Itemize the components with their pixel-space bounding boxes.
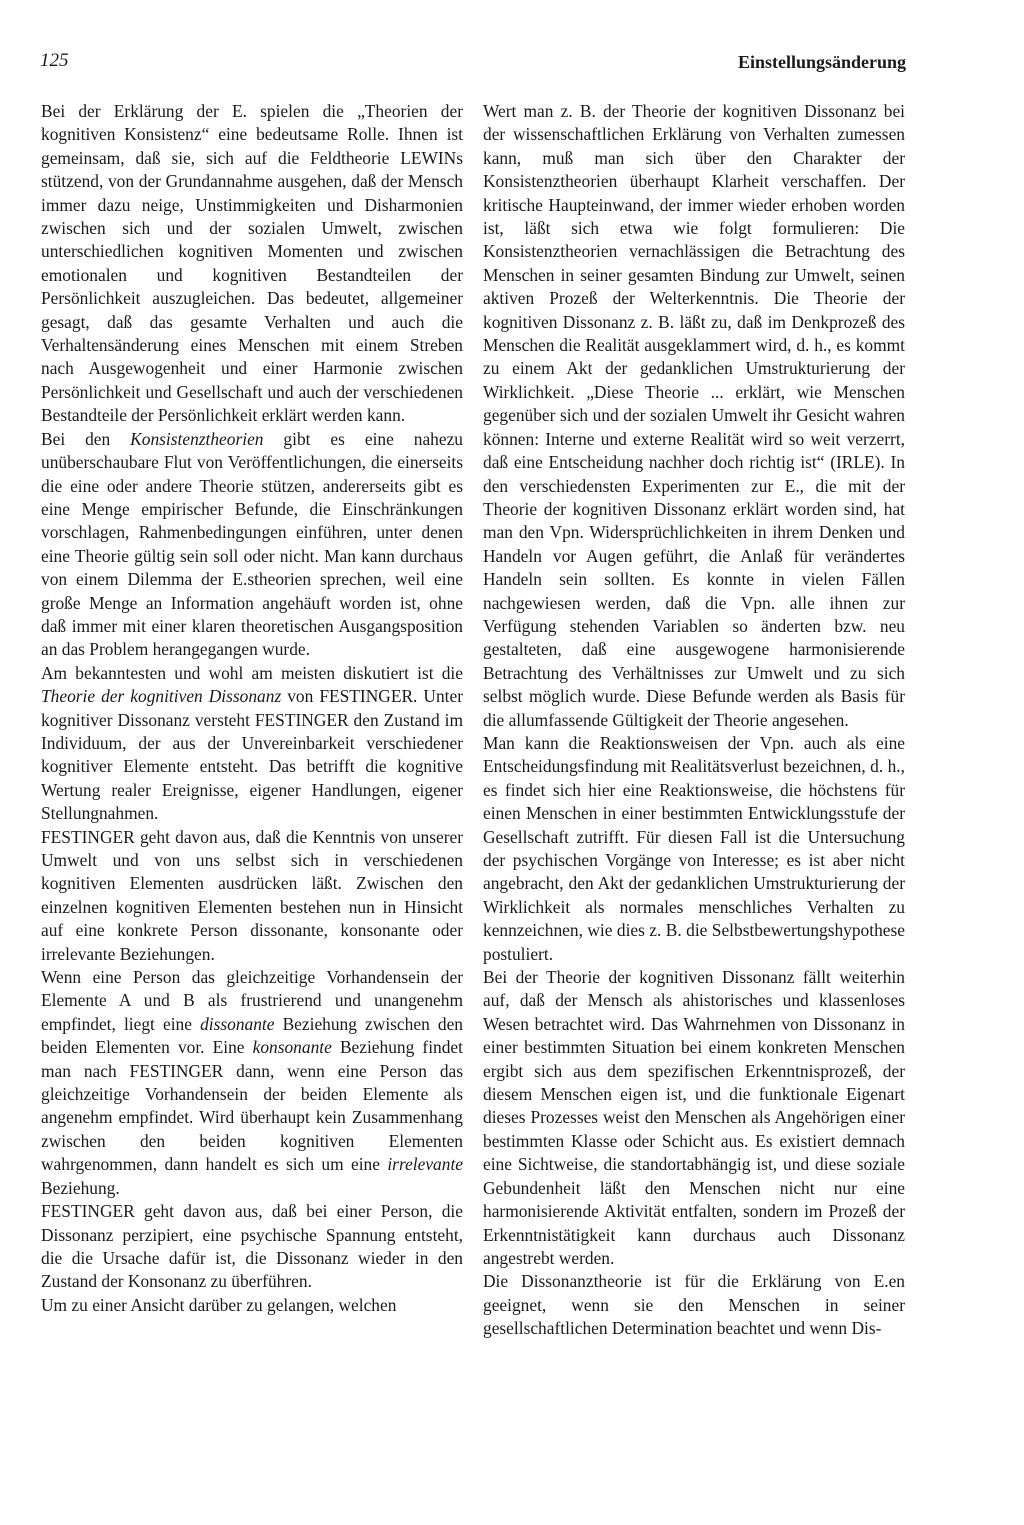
paragraph: Um zu einer Ansicht darüber zu gelangen, welchen xyxy=(41,1294,397,1315)
text-run: Beziehung findet man nach FESTINGER dann, wenn eine Person das gleichzeitige Vorhandensein der beiden Elemente als angenehm empfindet. Wird überhaupt kein Zusammenhang zwischen den beiden kognitiven Elementen wahrgenommen, dann handelt es sich um eine xyxy=(41,1037,463,1175)
paragraph xyxy=(41,662,463,826)
paragraph xyxy=(41,428,463,662)
paragraph: FESTINGER geht davon aus, daß die Kenntnis von unserer Umwelt und von uns selbst sich in verschiedenen kognitiven Elementen ausdrücken läßt. Zwischen den einzelnen kognitiven Elementen bestehen nun in Hinsicht auf eine konkrete Person dissonante, konsonante oder irrelevante Beziehungen. xyxy=(41,826,463,964)
emphasis: Konsistenztheorien xyxy=(130,428,264,449)
left-column xyxy=(41,100,463,1317)
emphasis: konsonante xyxy=(252,1037,332,1058)
paragraph: Bei der Theorie der kognitiven Dissonanz fällt weiterhin auf, daß der Mensch als ahistorisches und klassenloses Wesen betrachtet wird. Das Wahrnehmen von Dissonanz in einer bestimmten Situation bei einem konkreten Menschen ergibt sich aus dem spezifischen Erkenntnisprozeß, der diesem Menschen eigen ist, und die funktionale Eigenart dieses Prozesses weist den Menschen als Angehörigen einer bestimmten Klasse oder Schicht aus. Es existiert demnach eine Sichtweise, die standortabhängig ist, und diese soziale Gebundenheit läßt den Menschen nicht nur eine harmonisierende Aktivität entfalten, sondern im Prozeß der Erkenntnistätigkeit kann durchaus auch Dissonanz angestrebt werden. xyxy=(483,967,905,1268)
text-run: Wenn eine Person das gleichzeitige Vorhandensein der Elemente A und B als frustrierend und unangenehm empfindet, liegt eine xyxy=(41,967,463,1034)
text-run: Beziehung. xyxy=(41,1177,120,1198)
text-run: von FESTINGER. Unter kognitiver Dissonanz versteht FESTINGER den Zustand im Individuum, der aus der Unvereinbarkeit verschiedener kognitiver Elemente entsteht. Das betrifft die kognitive Wertung realer Ereignisse, eigener Handlungen, eigener Stellungnahmen. xyxy=(41,686,463,824)
running-head: Einstellungsänderung xyxy=(737,52,906,72)
paragraph: Bei der Erklärung der E. spielen die „Theorien der kognitiven Konsistenz“ eine bedeutsame Rolle. Ihnen ist gemeinsam, daß sie, sich auf die Feldtheorie LEWINs stützend, von der Grundannahme ausgehen, daß der Mensch immer dazu neige, Unstimmigkeiten und Disharmonien zwischen sich und der sozialen Umwelt, zwischen unterschiedlichen kognitiven Momenten und zwischen emotionalen und kognitiven Bestandteilen der Persönlichkeit auszugleichen. Das bedeutet, allgemeiner gesagt, daß das gesamte Verhalten und auch die Verhaltensänderung eines Menschen mit einem Streben nach Ausgewogenheit und einer Harmonie zwischen Persönlichkeit und Gesellschaft und auch der verschiedenen Bestandteile der Persönlichkeit erklärt werden kann. xyxy=(41,101,463,426)
text-run: Am bekanntesten und wohl am meisten diskutiert ist die xyxy=(41,662,463,683)
text-run: Beziehung zwischen den beiden Elementen vor. Eine xyxy=(41,1013,463,1058)
paragraph: FESTINGER geht davon aus, daß bei einer Person, die Dissonanz perzipiert, eine psychische Spannung entsteht, die die Ursache dafür ist, die Dissonanz wieder in den Zustand der Konsonanz zu überführen. xyxy=(41,1201,463,1292)
emphasis: dissonante xyxy=(200,1013,275,1034)
emphasis: irrelevante xyxy=(387,1154,463,1175)
paragraph: Die Dissonanztheorie ist für die Erklärung von E.en geeignet, wenn sie den Menschen in seiner gesellschaftlichen Determination beachtet und wenn Dis- xyxy=(483,1271,905,1339)
paragraph: Man kann die Reaktionsweisen der Vpn. auch als eine Entscheidungsfindung mit Realitätsverlust bezeichnen, d. h., es findet sich hier eine Reaktionsweise, die höchstens für einen Menschen in einer bestimmten Entwicklungsstufe der Gesellschaft zutrifft. Für diesen Fall ist die Untersuchung der psychischen Vorgänge von Interesse; es ist aber nicht angebracht, den Akt der gedanklichen Umstrukturierung der Wirklichkeit als normales menschliches Verhalten zu kennzeichnen, wie dies z. B. die Selbstbewertungshypothese postuliert. xyxy=(483,732,905,964)
page-number: 125 xyxy=(40,50,69,71)
right-column xyxy=(483,100,905,1341)
text-run: Bei den xyxy=(41,428,131,449)
emphasis: Theorie der kognitiven Dissonanz xyxy=(41,686,282,707)
text-run: gibt es eine nahezu unüberschaubare Flut von Veröffentlichungen, die einerseits die eine oder andere Theorie stützen, andererseits gibt es eine Menge empirischer Befunde, die Einschränkungen vorschlagen, Rahmenbedingungen einführen, unter denen eine Theorie gültig sein soll oder nicht. Man kann durchaus von einem Dilemma der E.stheorien sprechen, weil eine große Menge an Information angehäuft worden ist, ohne daß immer mit einer klaren theoretischen Ausgangsposition an das Problem herangegangen wurde. xyxy=(41,428,463,660)
paragraph xyxy=(41,966,463,1200)
paragraph: Wert man z. B. der Theorie der kognitiven Dissonanz bei der wissenschaftlichen Erklärung von Verhalten zumessen kann, muß man sich über den Charakter der Konsistenztheorien überhaupt Klarheit verschaffen. Der kritische Haupteinwand, der immer wieder erhoben worden ist, läßt sich etwa wie folgt formulieren: Die Konsistenztheorien vernachlässigen die Betrachtung des Menschen in seiner gesamten Bindung zur Umwelt, seinen aktiven Prozeß der Welterkenntnis. Die Theorie der kognitiven Dissonanz z. B. läßt zu, daß im Denkprozeß des Menschen die Realität ausgeklammert wird, d. h., es kommt zu einem Akt der gedanklichen Umstrukturierung der Wirklichkeit. „Diese Theorie ... erklärt, wie Menschen gegenüber sich und der sozialen Umwelt ihr Gesicht wahren können: Interne und externe Realität wird so weit verzerrt, daß eine Entscheidung nachher doch richtig ist“ (IRLE). In den verschiedensten Experimenten zur E., die mit der Theorie der kognitiven Dissonanz erklärt worden sind, hat man den Vpn. Widersprüchlichkeiten in ihrem Denken und Handeln vor Augen geführt, die Anlaß für verändertes Handeln sein sollten. Es konnte in vielen Fällen nachgewiesen werden, daß die Vpn. alle ihnen zur Verfügung stehenden Variablen so änderten bzw. neu gestalteten, daß eine ausgewogene harmonisierende Betrachtung des Verhältnisses zur Umwelt und zu sich selbst möglich wurde. Diese Befunde werden als Basis für die allumfassende Gültigkeit der Theorie angesehen. xyxy=(483,101,905,730)
